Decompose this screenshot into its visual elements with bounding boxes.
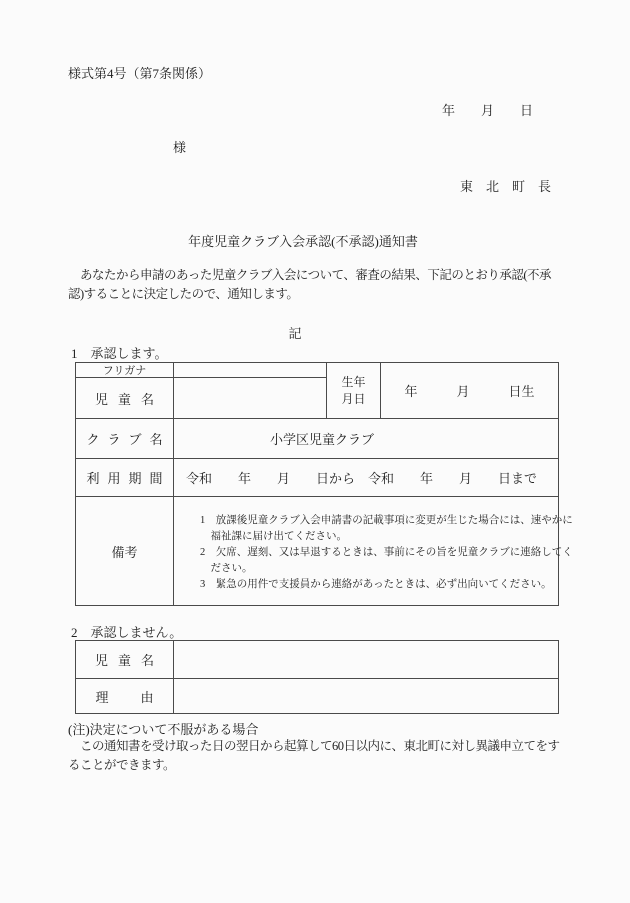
remarks-label-cell: [76, 497, 174, 605]
birthdate-value: 年 月 日生: [404, 384, 535, 399]
body-paragraph: あなたから申請のあった児童クラブ入会について、審査の結果、下記のとおり承認(不承認)することに決定したので、通知します。: [68, 268, 552, 301]
approval-table: [75, 362, 573, 606]
birthdate-label-cell: [327, 363, 381, 419]
record-marker: 記: [288, 326, 302, 341]
usage-period-label: 利用期間: [86, 471, 171, 486]
note-paragraph: この通知書を受け取った日の翌日から起算して60日以内に、東北町に対し異議申立てをすることができます。: [68, 739, 560, 772]
reason-value-cell: [174, 679, 558, 713]
child-name-label-cell: [76, 378, 174, 419]
child-name-value-cell: [174, 378, 327, 419]
remark-line: 福祉課に届け出てください。: [200, 531, 347, 542]
remark-line: 2 欠席、遅刻、又は早退するときは、事前にその旨を児童クラブに連絡してく: [200, 547, 573, 558]
furigana-value-cell: [174, 363, 327, 378]
club-name-label-cell: [76, 419, 174, 459]
child-name-label-cell-2: [76, 641, 174, 679]
usage-period-value-cell: [174, 459, 558, 497]
birthdate-label-line2: 月日: [341, 391, 366, 406]
birthdate-value-cell: [381, 363, 558, 419]
remark-line: 1 放課後児童クラブ入会申請書の記載事項に変更が生じた場合には、速やかに: [200, 515, 573, 526]
child-name-label-2: 児童名: [94, 653, 164, 668]
document-title: 年度児童クラブ入会承認(不承認)通知書: [188, 234, 418, 249]
remark-line: ださい。: [200, 563, 253, 574]
child-name-value-cell-2: [174, 641, 558, 679]
section1-heading: 1 承認します。: [71, 346, 168, 361]
disapproval-table: [75, 640, 559, 714]
furigana-label-cell: [76, 363, 174, 378]
usage-period-value: 令和 年 月 日から 令和 年 月 日まで: [186, 471, 538, 486]
reason-label: 理由: [95, 689, 186, 705]
remarks-label: 備考: [111, 544, 138, 560]
reason-label-cell: [76, 679, 186, 713]
birthdate-label-line1: 生年: [341, 374, 366, 389]
section2-heading: 2 承認しません。: [71, 625, 183, 640]
child-name-label: 児童名: [94, 391, 164, 407]
club-name-value-cell: [174, 419, 558, 459]
remarks-value-cell: [174, 497, 573, 605]
addressee-honorific: 様: [173, 140, 187, 155]
furigana-label: フリガナ: [102, 365, 147, 377]
form-number: 様式第4号（第7条関係）: [68, 66, 212, 81]
note-heading: (注)決定について不服がある場合: [68, 722, 259, 737]
remark-line: 3 緊急の用件で支援員から連絡があったときは、必ず出向いてください。: [200, 579, 552, 590]
club-name-value: 小学区児童クラブ: [269, 432, 374, 447]
sender-mayor: 東 北 町 長: [459, 179, 551, 194]
club-name-label: クラブ名: [86, 432, 171, 447]
usage-period-label-cell: [76, 459, 174, 497]
issue-date-blank: 年 月 日: [441, 103, 533, 118]
